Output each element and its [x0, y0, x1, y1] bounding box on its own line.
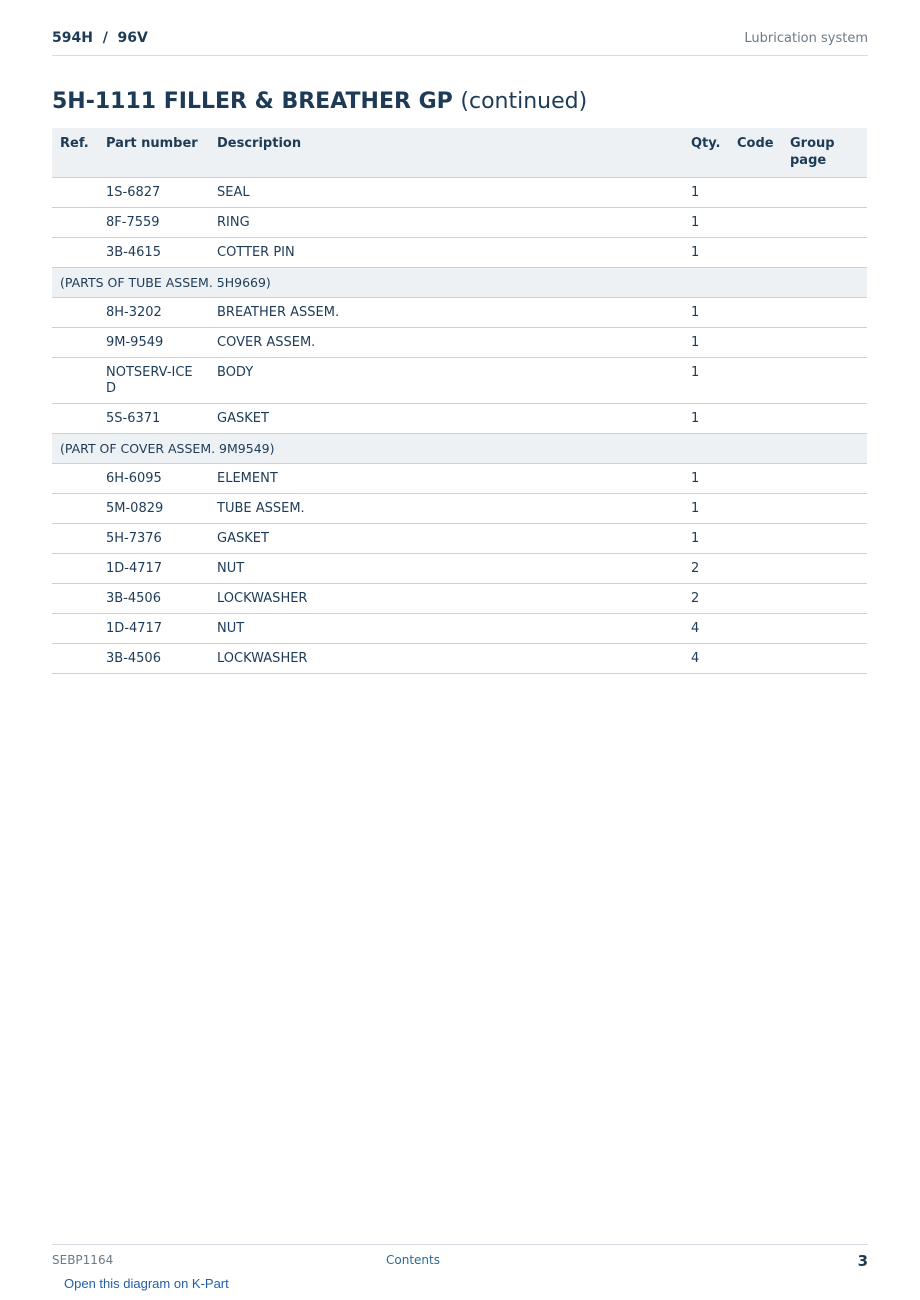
qty-cell: 1: [683, 208, 729, 238]
code-cell: [729, 208, 782, 238]
part-number-cell: 6H-6095: [98, 464, 209, 494]
code-cell: [729, 524, 782, 554]
column-header-description: Description: [209, 128, 683, 178]
qty-cell: 2: [683, 584, 729, 614]
code-cell: [729, 464, 782, 494]
ref-cell: [52, 614, 98, 644]
description-cell: NUT: [209, 614, 683, 644]
part-number-cell: 5M-0829: [98, 494, 209, 524]
part-number-cell: 3B-4506: [98, 644, 209, 674]
parts-table: [52, 128, 867, 674]
qty-cell: 1: [683, 404, 729, 434]
group-page-cell: [782, 524, 867, 554]
code-cell: [729, 404, 782, 434]
description-cell: BODY: [209, 358, 683, 404]
group-page-cell: [782, 238, 867, 268]
group-page-cell: [782, 644, 867, 674]
ref-cell: [52, 298, 98, 328]
description-cell: SEAL: [209, 178, 683, 208]
part-number-cell: NOTSERV-ICED: [98, 358, 209, 404]
table-row: [52, 404, 867, 434]
group-page-cell: [782, 554, 867, 584]
group-page-cell: [782, 208, 867, 238]
ref-cell: [52, 644, 98, 674]
description-cell: LOCKWASHER: [209, 584, 683, 614]
table-row: [52, 238, 867, 268]
code-cell: [729, 298, 782, 328]
description-cell: BREATHER ASSEM.: [209, 298, 683, 328]
kpart-diagram-link[interactable]: Open this diagram on K-Part: [64, 1276, 229, 1291]
part-number-cell: 1D-4717: [98, 554, 209, 584]
qty-cell: 1: [683, 178, 729, 208]
ref-cell: [52, 208, 98, 238]
table-row: [52, 178, 867, 208]
group-page-cell: [782, 358, 867, 404]
section-label: Lubrication system: [744, 31, 868, 46]
group-title: 5H-1111 FILLER & BREATHER GP: [52, 89, 453, 114]
document-id: SEBP1164: [52, 1253, 114, 1267]
description-cell: LOCKWASHER: [209, 644, 683, 674]
part-number-cell: 3B-4506: [98, 584, 209, 614]
model-label: 594H / 96V: [52, 30, 148, 46]
qty-cell: 1: [683, 358, 729, 404]
code-cell: [729, 644, 782, 674]
part-number-cell: 5S-6371: [98, 404, 209, 434]
part-number-cell: 1D-4717: [98, 614, 209, 644]
ref-cell: [52, 464, 98, 494]
table-row: [52, 328, 867, 358]
part-number-cell: 1S-6827: [98, 178, 209, 208]
column-header-group-page: Group page: [782, 128, 867, 178]
part-number-cell: 5H-7376: [98, 524, 209, 554]
group-page-cell: [782, 298, 867, 328]
table-row: [52, 208, 867, 238]
description-cell: ELEMENT: [209, 464, 683, 494]
qty-cell: 4: [683, 644, 729, 674]
part-number-cell: 8F-7559: [98, 208, 209, 238]
section-note: (PARTS OF TUBE ASSEM. 5H9669): [52, 268, 867, 298]
part-number-cell: 3B-4615: [98, 238, 209, 268]
code-cell: [729, 328, 782, 358]
table-row: [52, 464, 867, 494]
section-row: [52, 434, 867, 464]
group-page-cell: [782, 464, 867, 494]
page-header: [52, 28, 868, 56]
ref-cell: [52, 524, 98, 554]
group-page-cell: [782, 328, 867, 358]
part-number-cell: 9M-9549: [98, 328, 209, 358]
column-header-code: Code: [729, 128, 782, 178]
qty-cell: 1: [683, 328, 729, 358]
table-row: [52, 584, 867, 614]
group-page-cell: [782, 404, 867, 434]
qty-cell: 2: [683, 554, 729, 584]
ref-cell: [52, 554, 98, 584]
page-title: [52, 89, 587, 114]
code-cell: [729, 178, 782, 208]
description-cell: GASKET: [209, 404, 683, 434]
table-row: [52, 644, 867, 674]
column-header-part-number: Part number: [98, 128, 209, 178]
continued-label: (continued): [460, 89, 588, 114]
description-cell: GASKET: [209, 524, 683, 554]
code-cell: [729, 358, 782, 404]
description-cell: COTTER PIN: [209, 238, 683, 268]
ref-cell: [52, 358, 98, 404]
section-note: (PART OF COVER ASSEM. 9M9549): [52, 434, 867, 464]
column-header-qty: Qty.: [683, 128, 729, 178]
ref-cell: [52, 178, 98, 208]
code-cell: [729, 494, 782, 524]
description-cell: NUT: [209, 554, 683, 584]
qty-cell: 1: [683, 238, 729, 268]
description-cell: TUBE ASSEM.: [209, 494, 683, 524]
column-header-ref: Ref.: [52, 128, 98, 178]
code-cell: [729, 584, 782, 614]
qty-cell: 1: [683, 464, 729, 494]
qty-cell: 1: [683, 298, 729, 328]
table-row: [52, 298, 867, 328]
qty-cell: 4: [683, 614, 729, 644]
ref-cell: [52, 238, 98, 268]
code-cell: [729, 614, 782, 644]
ref-cell: [52, 404, 98, 434]
group-page-cell: [782, 614, 867, 644]
description-cell: COVER ASSEM.: [209, 328, 683, 358]
code-cell: [729, 238, 782, 268]
qty-cell: 1: [683, 494, 729, 524]
ref-cell: [52, 584, 98, 614]
group-page-cell: [782, 584, 867, 614]
part-number-cell: 8H-3202: [98, 298, 209, 328]
qty-cell: 1: [683, 524, 729, 554]
table-header-row: [52, 128, 867, 178]
table-row: [52, 554, 867, 584]
ref-cell: [52, 328, 98, 358]
group-page-cell: [782, 178, 867, 208]
table-row: [52, 494, 867, 524]
table-row: [52, 614, 867, 644]
code-cell: [729, 554, 782, 584]
table-row: [52, 524, 867, 554]
page-footer: [52, 1244, 868, 1275]
contents-link[interactable]: Contents: [386, 1253, 440, 1267]
page-number: 3: [857, 1252, 868, 1270]
description-cell: RING: [209, 208, 683, 238]
group-page-cell: [782, 494, 867, 524]
parts-table-body: [52, 178, 867, 674]
table-row: [52, 358, 867, 404]
section-row: [52, 268, 867, 298]
ref-cell: [52, 494, 98, 524]
